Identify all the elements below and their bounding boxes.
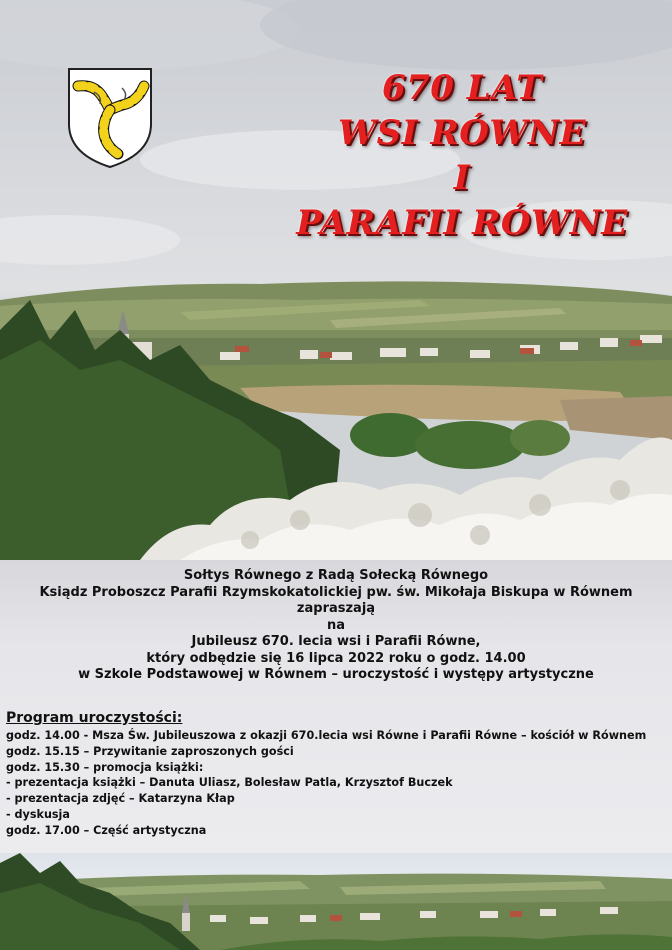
invitation-line-1: Sołtys Równego z Radą Sołecką Równego <box>183 568 489 583</box>
invitation-line-5: Jubileusz 670. lecia wsi i Parafii Równe, <box>191 634 481 649</box>
landscape-illustration-bottom <box>0 853 672 950</box>
title-line-1: 670 LAT <box>381 68 543 108</box>
program-item: godz. 15.30 – promocja książki: <box>6 760 204 774</box>
invitation-line-3: zapraszają <box>296 601 376 616</box>
invitation-line-6: który odbędzie się 16 lipca 2022 roku o godz. 14.00 <box>146 650 526 666</box>
program-item: godz. 14.00 - Msza Św. Jubileuszowa z okazji 670.lecia wsi Równe i Parafii Równe – kościół w Równem <box>6 729 647 742</box>
coat-of-arms-icon <box>66 66 154 170</box>
program-item: godz. 17.00 – Część artystyczna <box>6 823 207 837</box>
title-line-3: I <box>453 158 471 198</box>
poster-title <box>262 66 662 246</box>
info-panel <box>0 560 672 853</box>
title-line-2: WSI RÓWNE <box>337 113 587 153</box>
program-section <box>6 710 668 839</box>
invitation-text <box>0 568 672 684</box>
program-item: godz. 15.15 – Przywitanie zaproszonych gości <box>6 744 294 758</box>
program-item: - dyskusja <box>6 807 70 821</box>
program-item: - prezentacja zdjęć – Katarzyna Kłap <box>6 792 235 806</box>
invitation-line-4: na <box>326 617 346 633</box>
invitation-line-7: w Szkole Podstawowej w Równem – uroczystość i występy artystyczne <box>78 667 594 682</box>
invitation-line-2: Ksiądz Proboszcz Parafii Rzymskokatolickiej pw. św. Mikołaja Biskupa w Równem <box>39 584 633 600</box>
program-heading: Program uroczystości: <box>6 710 183 726</box>
title-line-4: PARAFII RÓWNE <box>296 203 628 243</box>
program-item: - prezentacja książki – Danuta Uliasz, Bolesław Patla, Krzysztof Buczek <box>6 776 453 790</box>
program-list <box>6 728 668 839</box>
landscape-photo-bottom <box>0 853 672 950</box>
